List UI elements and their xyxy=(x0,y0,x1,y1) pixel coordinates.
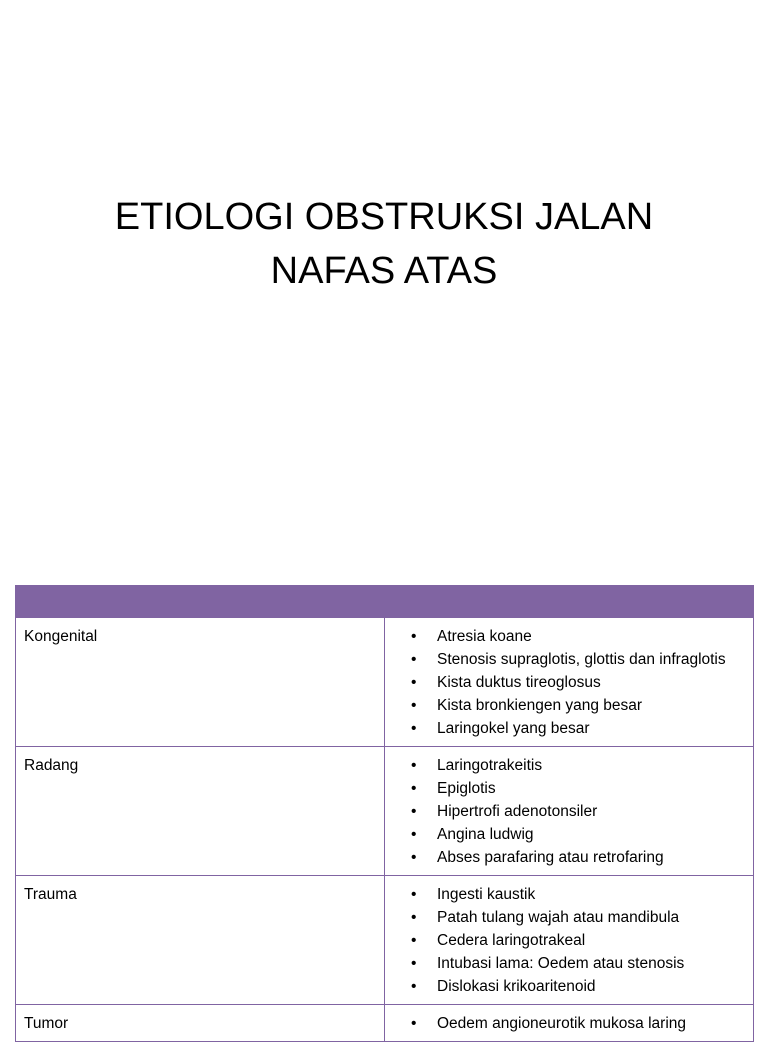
table-row xyxy=(16,747,754,876)
table-row xyxy=(16,618,754,747)
items-cell xyxy=(385,618,754,747)
list-item: • Laringokel yang besar xyxy=(411,717,745,740)
list-item: • Ingesti kaustik xyxy=(411,883,745,906)
table-row xyxy=(16,1005,754,1042)
list-item: • Cedera laringotrakeal xyxy=(411,929,745,952)
title-line-2: NAFAS ATAS xyxy=(270,250,498,292)
table-row xyxy=(16,876,754,1005)
list-item: • Kista duktus tireoglosus xyxy=(411,671,745,694)
table-header xyxy=(16,586,754,618)
items-cell xyxy=(385,876,754,1005)
table-header-row xyxy=(16,586,754,618)
table-header-cell-items xyxy=(385,586,754,618)
item-list xyxy=(393,625,745,740)
list-item: • Epiglotis xyxy=(411,777,745,800)
category-cell: Trauma xyxy=(16,876,385,1005)
items-cell xyxy=(385,1005,754,1042)
list-item: • Intubasi lama: Oedem atau stenosis xyxy=(411,952,745,975)
item-list xyxy=(393,754,745,869)
slide-title xyxy=(0,190,768,298)
list-item: • Atresia koane xyxy=(411,625,745,648)
title-line-1: ETIOLOGI OBSTRUKSI JALAN xyxy=(114,196,654,238)
items-cell xyxy=(385,747,754,876)
list-item: • Hipertrofi adenotonsiler xyxy=(411,800,745,823)
category-cell: Kongenital xyxy=(16,618,385,747)
list-item: • Kista bronkiengen yang besar xyxy=(411,694,745,717)
item-list xyxy=(393,883,745,998)
list-item: • Dislokasi krikoaritenoid xyxy=(411,975,745,998)
etiology-table xyxy=(15,585,754,1042)
table-header-cell-category xyxy=(16,586,385,618)
list-item: • Oedem angioneurotik mukosa laring xyxy=(411,1012,745,1035)
list-item: • Stenosis supraglotis, glottis dan infraglotis xyxy=(411,648,745,671)
category-cell: Tumor xyxy=(16,1005,385,1042)
category-cell: Radang xyxy=(16,747,385,876)
list-item: • Abses parafaring atau retrofaring xyxy=(411,846,745,869)
list-item: • Laringotrakeitis xyxy=(411,754,745,777)
list-item: • Patah tulang wajah atau mandibula xyxy=(411,906,745,929)
list-item: • Angina ludwig xyxy=(411,823,745,846)
